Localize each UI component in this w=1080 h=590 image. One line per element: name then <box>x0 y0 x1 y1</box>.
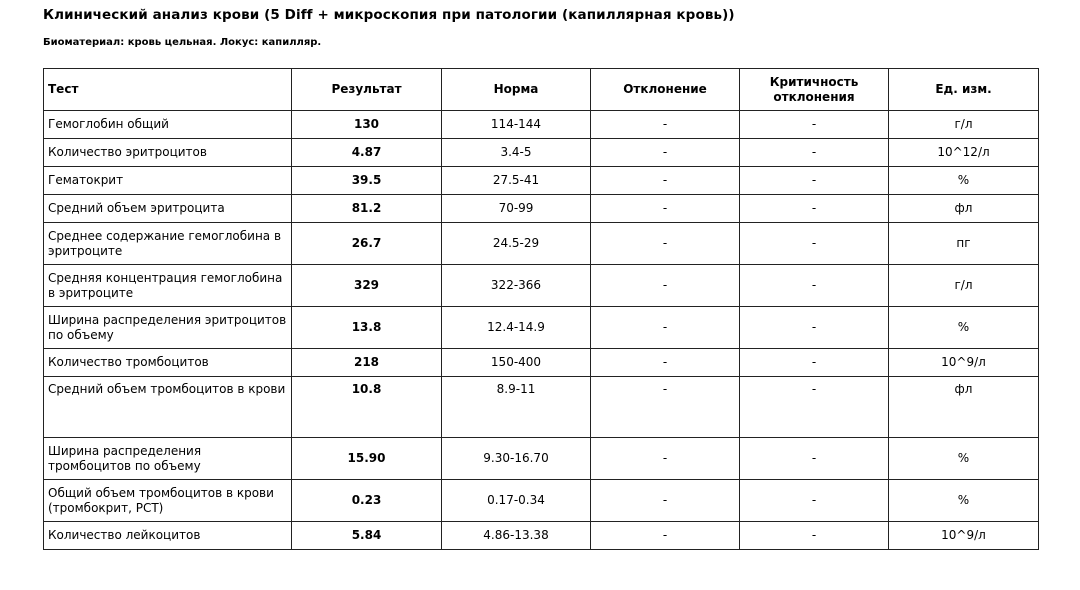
test-unit: % <box>889 307 1039 349</box>
test-name: Гемоглобин общий <box>44 111 292 139</box>
table-row <box>44 139 1039 167</box>
table-row <box>44 265 1039 307</box>
results-table <box>43 68 1039 550</box>
header-deviation: Отклонение <box>591 69 740 111</box>
test-name: Ширина распределения тромбоцитов по объему <box>44 438 292 480</box>
test-criticality: - <box>740 480 889 522</box>
table-row <box>44 111 1039 139</box>
test-norm: 4.86-13.38 <box>442 522 591 550</box>
test-result: 5.84 <box>292 522 442 550</box>
test-norm: 8.9-11 <box>442 377 591 438</box>
test-deviation: - <box>591 195 740 223</box>
test-name: Количество тромбоцитов <box>44 349 292 377</box>
test-result: 4.87 <box>292 139 442 167</box>
test-result: 0.23 <box>292 480 442 522</box>
test-criticality: - <box>740 223 889 265</box>
test-result: 329 <box>292 265 442 307</box>
header-norm: Норма <box>442 69 591 111</box>
test-unit: г/л <box>889 265 1039 307</box>
table-row <box>44 167 1039 195</box>
test-deviation: - <box>591 223 740 265</box>
test-norm: 114-144 <box>442 111 591 139</box>
test-name: Количество эритроцитов <box>44 139 292 167</box>
table-header-row <box>44 69 1039 111</box>
test-unit: % <box>889 167 1039 195</box>
test-deviation: - <box>591 265 740 307</box>
test-norm: 12.4-14.9 <box>442 307 591 349</box>
test-norm: 70-99 <box>442 195 591 223</box>
test-result: 13.8 <box>292 307 442 349</box>
test-unit: 10^12/л <box>889 139 1039 167</box>
table-row <box>44 438 1039 480</box>
test-name: Средняя концентрация гемоглобина в эритроците <box>44 265 292 307</box>
test-norm: 24.5-29 <box>442 223 591 265</box>
test-criticality: - <box>740 167 889 195</box>
table-row <box>44 195 1039 223</box>
test-unit: фл <box>889 377 1039 438</box>
header-result: Результат <box>292 69 442 111</box>
test-criticality: - <box>740 522 889 550</box>
header-unit: Ед. изм. <box>889 69 1039 111</box>
table-row <box>44 480 1039 522</box>
test-deviation: - <box>591 111 740 139</box>
test-name: Общий объем тромбоцитов в крови (тромбокрит, PCT) <box>44 480 292 522</box>
test-criticality: - <box>740 438 889 480</box>
test-name: Средний объем тромбоцитов в крови <box>44 377 292 438</box>
test-name: Ширина распределения эритроцитов по объему <box>44 307 292 349</box>
test-result: 10.8 <box>292 377 442 438</box>
test-deviation: - <box>591 349 740 377</box>
test-result: 26.7 <box>292 223 442 265</box>
test-norm: 0.17-0.34 <box>442 480 591 522</box>
test-unit: г/л <box>889 111 1039 139</box>
test-unit: % <box>889 480 1039 522</box>
test-criticality: - <box>740 111 889 139</box>
test-norm: 9.30-16.70 <box>442 438 591 480</box>
table-row <box>44 349 1039 377</box>
header-criticality: Критичность отклонения <box>740 69 889 111</box>
test-unit: 10^9/л <box>889 522 1039 550</box>
test-result: 15.90 <box>292 438 442 480</box>
report-title: Клинический анализ крови (5 Diff + микроскопия при патологии (капиллярная кровь)) <box>43 7 735 23</box>
test-deviation: - <box>591 438 740 480</box>
test-result: 130 <box>292 111 442 139</box>
test-unit: пг <box>889 223 1039 265</box>
test-deviation: - <box>591 307 740 349</box>
test-unit: 10^9/л <box>889 349 1039 377</box>
test-unit: % <box>889 438 1039 480</box>
test-norm: 3.4-5 <box>442 139 591 167</box>
biomaterial-info: Биоматериал: кровь цельная. Локус: капилляр. <box>43 37 322 48</box>
test-deviation: - <box>591 377 740 438</box>
table-row <box>44 223 1039 265</box>
test-criticality: - <box>740 307 889 349</box>
test-name: Средний объем эритроцита <box>44 195 292 223</box>
test-deviation: - <box>591 139 740 167</box>
test-criticality: - <box>740 349 889 377</box>
test-name: Среднее содержание гемоглобина в эритроците <box>44 223 292 265</box>
header-test: Тест <box>44 69 292 111</box>
test-result: 218 <box>292 349 442 377</box>
table-row <box>44 307 1039 349</box>
table-row <box>44 377 1039 438</box>
test-criticality: - <box>740 265 889 307</box>
test-deviation: - <box>591 480 740 522</box>
test-criticality: - <box>740 195 889 223</box>
test-name: Гематокрит <box>44 167 292 195</box>
test-norm: 322-366 <box>442 265 591 307</box>
test-name: Количество лейкоцитов <box>44 522 292 550</box>
test-deviation: - <box>591 522 740 550</box>
test-result: 81.2 <box>292 195 442 223</box>
test-norm: 150-400 <box>442 349 591 377</box>
test-criticality: - <box>740 377 889 438</box>
test-criticality: - <box>740 139 889 167</box>
table-row <box>44 522 1039 550</box>
test-norm: 27.5-41 <box>442 167 591 195</box>
test-unit: фл <box>889 195 1039 223</box>
test-deviation: - <box>591 167 740 195</box>
test-result: 39.5 <box>292 167 442 195</box>
